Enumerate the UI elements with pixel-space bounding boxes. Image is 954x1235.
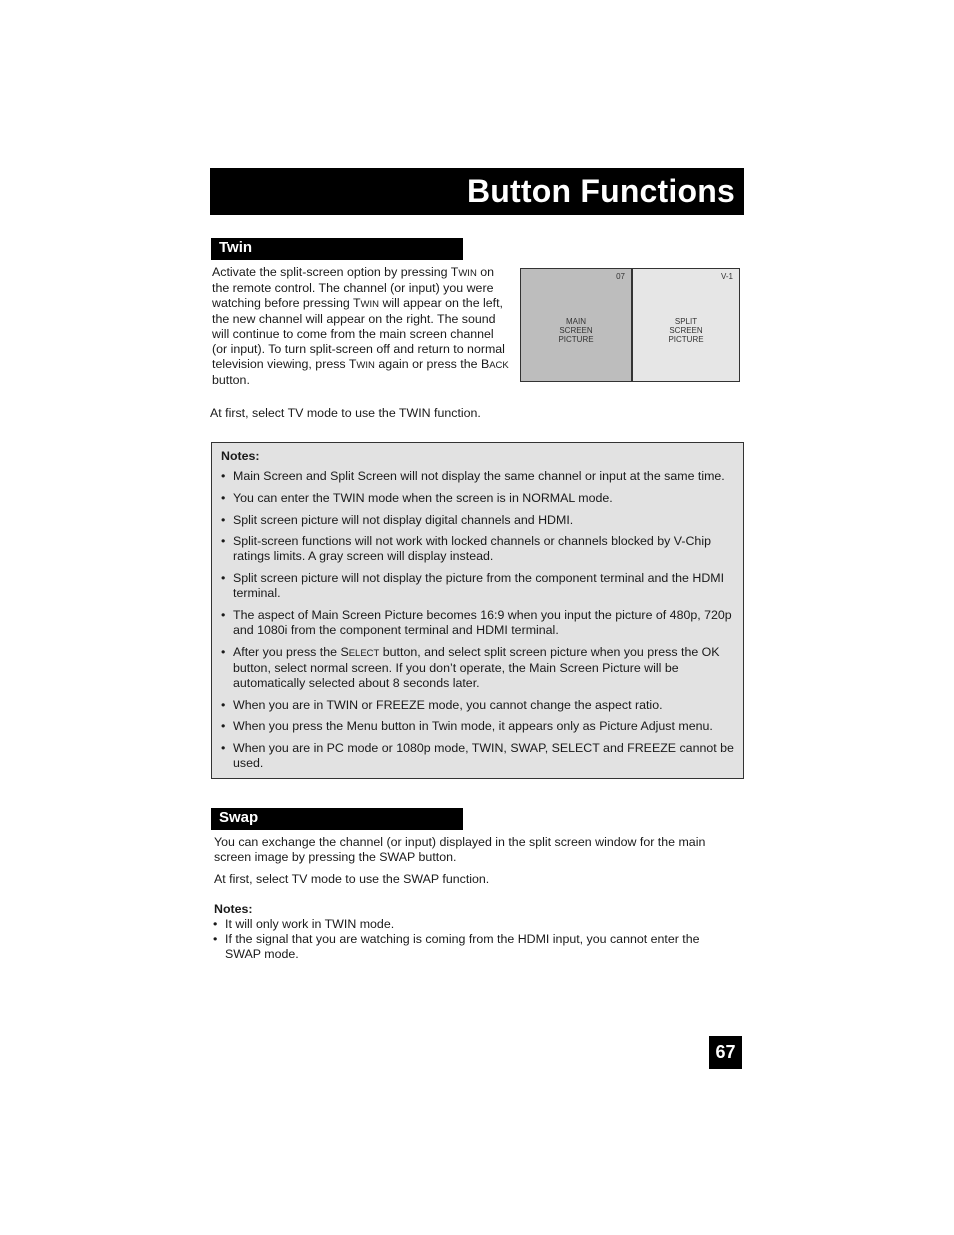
twin-heading: Twin: [219, 239, 253, 256]
list-item: • The aspect of Main Screen Picture becomes 16:9 when you input the picture of 480p, 720p and 1080i from the component terminal and HDMI terminal.: [220, 608, 735, 638]
list-item: • It will only work in TWIN mode.: [213, 917, 723, 932]
list-item: • Split screen picture will not display digital channels and HDMI.: [220, 513, 735, 528]
main-channel-number: 07: [616, 272, 625, 281]
swap-notes-list: [213, 917, 723, 962]
list-item: • Split screen picture will not display the picture from the component terminal and the HDMI terminal.: [220, 571, 735, 601]
main-screen-pane: [521, 269, 633, 381]
split-screen-pane: [633, 269, 739, 381]
twin-instruction: At first, select TV mode to use the TWIN function.: [210, 406, 481, 420]
list-item: • When you press the Menu button in Twin mode, it appears only as Picture Adjust menu.: [220, 719, 735, 734]
twin-notes-title: Notes:: [221, 449, 260, 463]
list-item: • After you press the SELECT button, and select split screen picture when you press the OK button, select normal screen. If you don’t operate, the Main Screen Picture will be automatically selected about 8 seconds later.: [220, 645, 735, 691]
swap-heading-bar: [211, 808, 463, 830]
page-number: 67: [709, 1036, 742, 1069]
list-item: • You can enter the TWIN mode when the screen is in NORMAL mode.: [220, 491, 735, 506]
list-item: • Main Screen and Split Screen will not display the same channel or input at the same time.: [220, 469, 735, 484]
page-title-bar: [210, 168, 744, 215]
swap-notes-title: Notes:: [214, 902, 253, 916]
list-item: • If the signal that you are watching is coming from the HDMI input, you cannot enter the SWAP mode.: [213, 932, 723, 962]
main-screen-label: MAIN SCREEN PICTURE: [558, 317, 594, 344]
swap-intro: You can exchange the channel (or input) displayed in the split screen window for the main screen image by pressing the SWAP button.: [214, 835, 706, 864]
list-item: • Split-screen functions will not work with locked channels or channels blocked by V-Chip ratings limits. A gray screen will display instead.: [220, 534, 735, 564]
list-item: • When you are in TWIN or FREEZE mode, you cannot change the aspect ratio.: [220, 698, 735, 713]
split-channel-number: V-1: [720, 272, 733, 281]
swap-instruction: At first, select TV mode to use the SWAP function.: [214, 872, 490, 886]
twin-heading-bar: [211, 238, 463, 260]
twin-intro: Activate the split-screen option by pressing TWIN on the remote control. The channel (or input) you were watching before pressing TWIN will appear on the left, the new channel will appear on the right. The sound will continue to come from the main screen channel (or input). To turn split-screen off and return to normal television viewing, press TWIN again or press the BACK button.: [212, 265, 509, 387]
split-screen-label: SPLIT SCREEN PICTURE: [668, 317, 704, 344]
twin-notes-list: [220, 469, 735, 778]
twin-notes-box: [211, 442, 744, 779]
swap-heading: Swap: [219, 809, 259, 826]
list-item: • When you are in PC mode or 1080p mode, TWIN, SWAP, SELECT and FREEZE cannot be used.: [220, 741, 735, 771]
page-title: Button Functions: [466, 173, 735, 209]
split-screen-diagram: [520, 268, 740, 382]
